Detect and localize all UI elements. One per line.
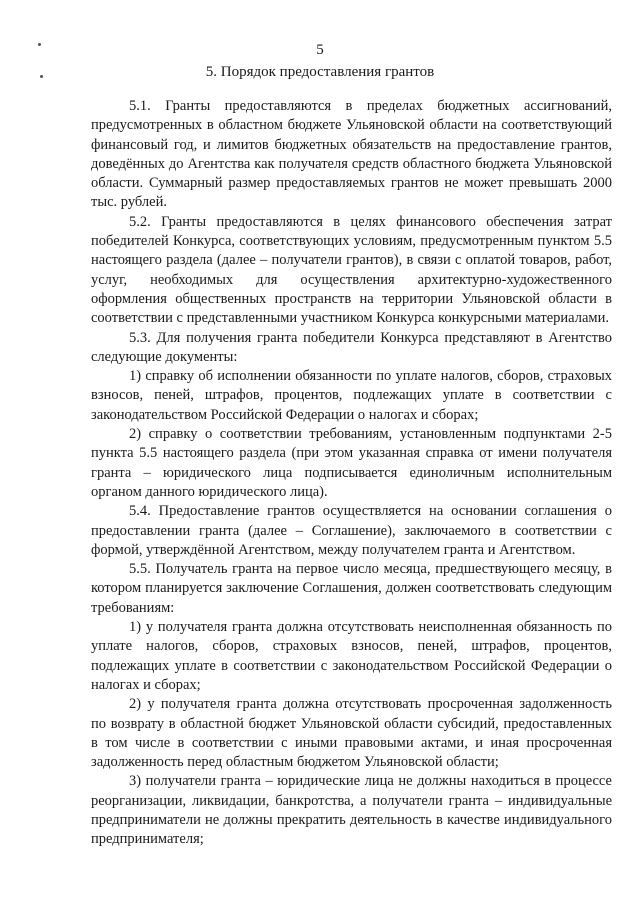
paragraph-5-1: 5.1. Гранты предоставляются в пределах бюджетных ассигнований, предусмотренных в областном бюджете Ульяновской области на соответствующий финансовый год, и лимитов бюджетных обязательств на предоставление грантов, доведённых до Агентства как получателя средств областного бюджета Ульяновской области. Суммарный размер предоставляемых грантов не может превышать 2000 тыс. рублей. (91, 98, 612, 211)
paragraph-5-3-item-2: 2) справку о соответствии требованиям, установленным подпунктами 2-5 пункта 5.5 настоящего раздела (при этом указанная справка от имени получателя гранта – юридического лица подписывается единоличным исполнительным органом данного юридического лица). (91, 426, 612, 500)
paragraph-5-5: 5.5. Получатель гранта на первое число месяца, предшествующего месяцу, в котором планируется заключение Соглашения, должен соответствовать следующим требованиям: (91, 561, 612, 616)
paragraph-5-2: 5.2. Гранты предоставляются в целях финансового обеспечения затрат победителей Конкурса, соответствующих условиям, предусмотренным пунктом 5.5 настоящего раздела (далее – получатели грантов), в связи с оплатой товаров, работ, услуг, необходимых для осуществления архитектурно-художественного оформления общественных пространств на территории Ульяновской области в соответствии с представленными участником Конкурса конкурсными материалами. (91, 213, 612, 327)
paragraph-5-5-item-1: 1) у получателя гранта должна отсутствовать неисполненная обязанность по уплате налогов, сборов, страховых взносов, пеней, штрафов, процентов, подлежащих уплате в соответствии с законодательством Российской Федерации о налогах и сборах; (91, 619, 612, 693)
paragraph-5-3: 5.3. Для получения гранта победители Конкурса представляют в Агентство следующие документы: (91, 329, 612, 365)
paragraph-5-5-item-2: 2) у получателя гранта должна отсутствовать просроченная задолженность по возврату в областной бюджет Ульяновской области субсидий, предоставленных в том числе в соответствии с иными правовыми актами, и иная просроченная задолженность перед областным бюджетом Ульяновской области; (91, 696, 612, 771)
page-number: 5 (316, 42, 324, 58)
paragraph-5-5-item-3: 3) получатели гранта – юридические лица не должны находиться в процессе реорганизации, ликвидации, банкротства, а получатели гранта – индивидуальные предприниматели не должны прекратить деятельность в качестве индивидуального предпринимателя; (91, 773, 612, 848)
section-title: 5. Порядок предоставления грантов (205, 64, 435, 80)
paragraph-5-4: 5.4. Предоставление грантов осуществляется на основании соглашения о предоставлении гранта (далее – Соглашение), заключаемого в соответствии с формой, утверждённой Агентством, между получателем гранта и Агентством. (91, 503, 612, 558)
document-body (91, 97, 612, 850)
paragraph-5-3-item-1: 1) справку об исполнении обязанности по уплате налогов, сборов, страховых взносов, пеней, штрафов, процентов, подлежащих уплате в соответствии с законодательством Российской Федерации о налогах и сборах; (91, 368, 612, 423)
